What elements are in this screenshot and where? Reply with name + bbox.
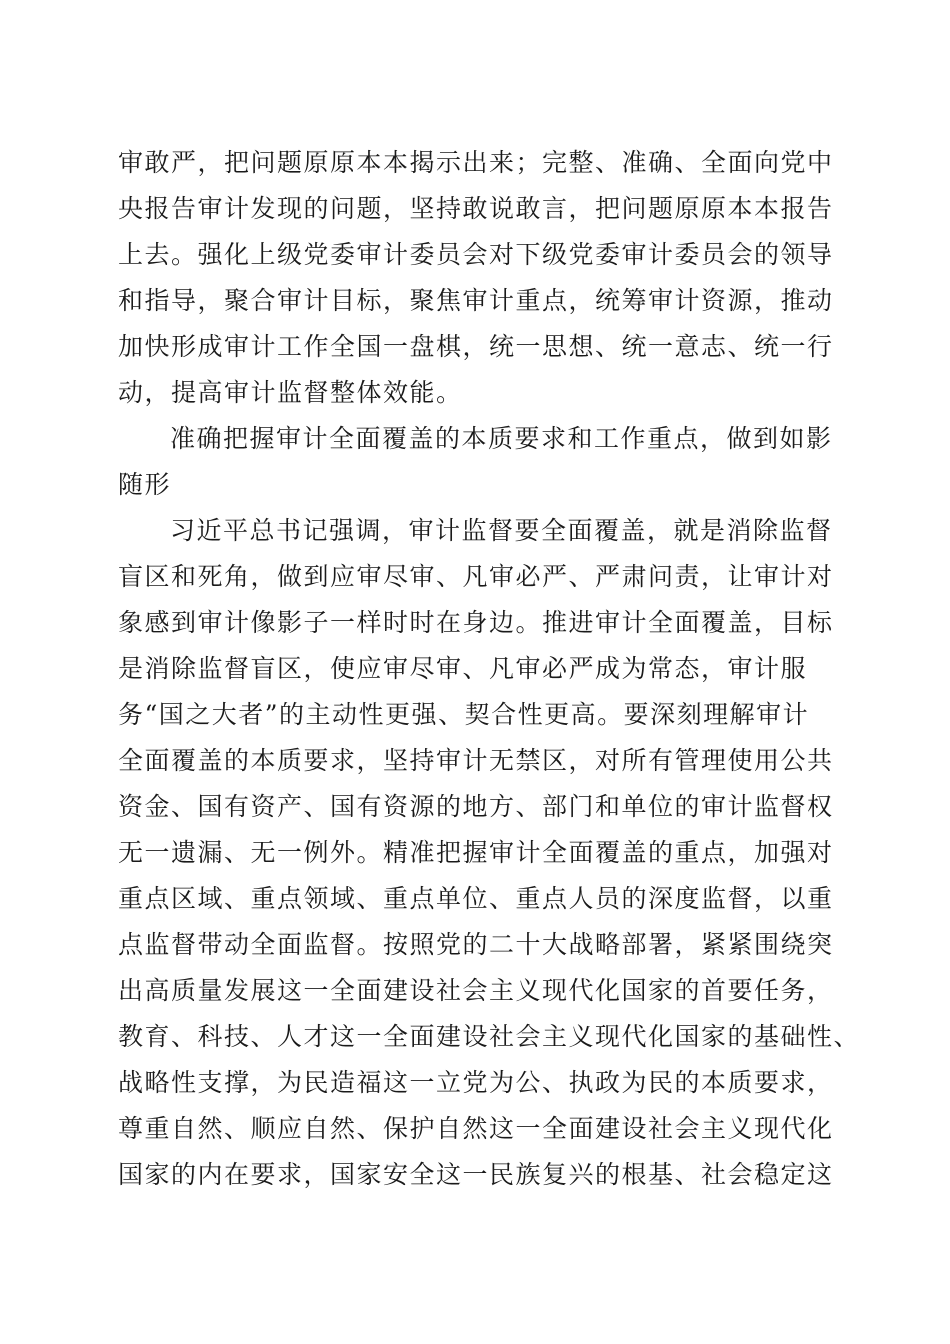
text-line: 加快形成审计工作全国一盘棋，统一思想、统一意志、统一行 (118, 332, 834, 361)
text-line: 重点区域、重点领域、重点单位、重点人员的深度监督，以重 (118, 884, 834, 913)
text-line: 无一遗漏、无一例外。精准把握审计全面覆盖的重点，加强对 (118, 838, 834, 867)
text-line: 盲区和死角，做到应审尽审、凡审必严、严肃问责，让审计对 (118, 562, 834, 591)
text-line: 点监督带动全面监督。按照党的二十大战略部署，紧紧围绕突 (118, 930, 834, 959)
text-line: 务“国之大者”的主动性更强、契合性更高。要深刻理解审计 (118, 700, 810, 729)
text-line: 尊重自然、顺应自然、保护自然这一全面建设社会主义现代化 (118, 1114, 834, 1143)
text-line: 战略性支撑，为民造福这一立党为公、执政为民的本质要求， (118, 1068, 834, 1097)
body-text (118, 140, 878, 1198)
text-line: 是消除监督盲区，使应审尽审、凡审必严成为常态，审计服 (118, 654, 808, 683)
text-line: 全面覆盖的本质要求，坚持审计无禁区，对所有管理使用公共 (118, 746, 834, 775)
text-line: 出高质量发展这一全面建设社会主义现代化国家的首要任务， (118, 976, 834, 1005)
text-line: 国家的内在要求，国家安全这一民族复兴的根基、社会稳定这 (118, 1160, 834, 1189)
text-line: 习近平总书记强调，审计监督要全面覆盖，就是消除监督 (170, 516, 833, 545)
text-line: 资金、国有资产、国有资源的地方、部门和单位的审计监督权 (118, 792, 834, 821)
text-line: 审敢严，把问题原原本本揭示出来；完整、准确、全面向党中 (118, 148, 834, 177)
section-heading-line: 准确把握审计全面覆盖的本质要求和工作重点，做到如影 (170, 424, 833, 453)
text-line: 央报告审计发现的问题，坚持敢说敢言，把问题原原本本报告 (118, 194, 834, 223)
text-line: 教育、科技、人才这一全面建设社会主义现代化国家的基础性、 (118, 1022, 861, 1051)
section-heading-line: 随形 (118, 470, 172, 499)
text-line: 象感到审计像影子一样时时在身边。推进审计全面覆盖，目标 (118, 608, 834, 637)
text-line: 动，提高审计监督整体效能。 (118, 378, 463, 407)
text-line: 和指导，聚合审计目标，聚焦审计重点，统筹审计资源，推动 (118, 286, 834, 315)
text-line: 上去。强化上级党委审计委员会对下级党委审计委员会的领导 (118, 240, 834, 269)
